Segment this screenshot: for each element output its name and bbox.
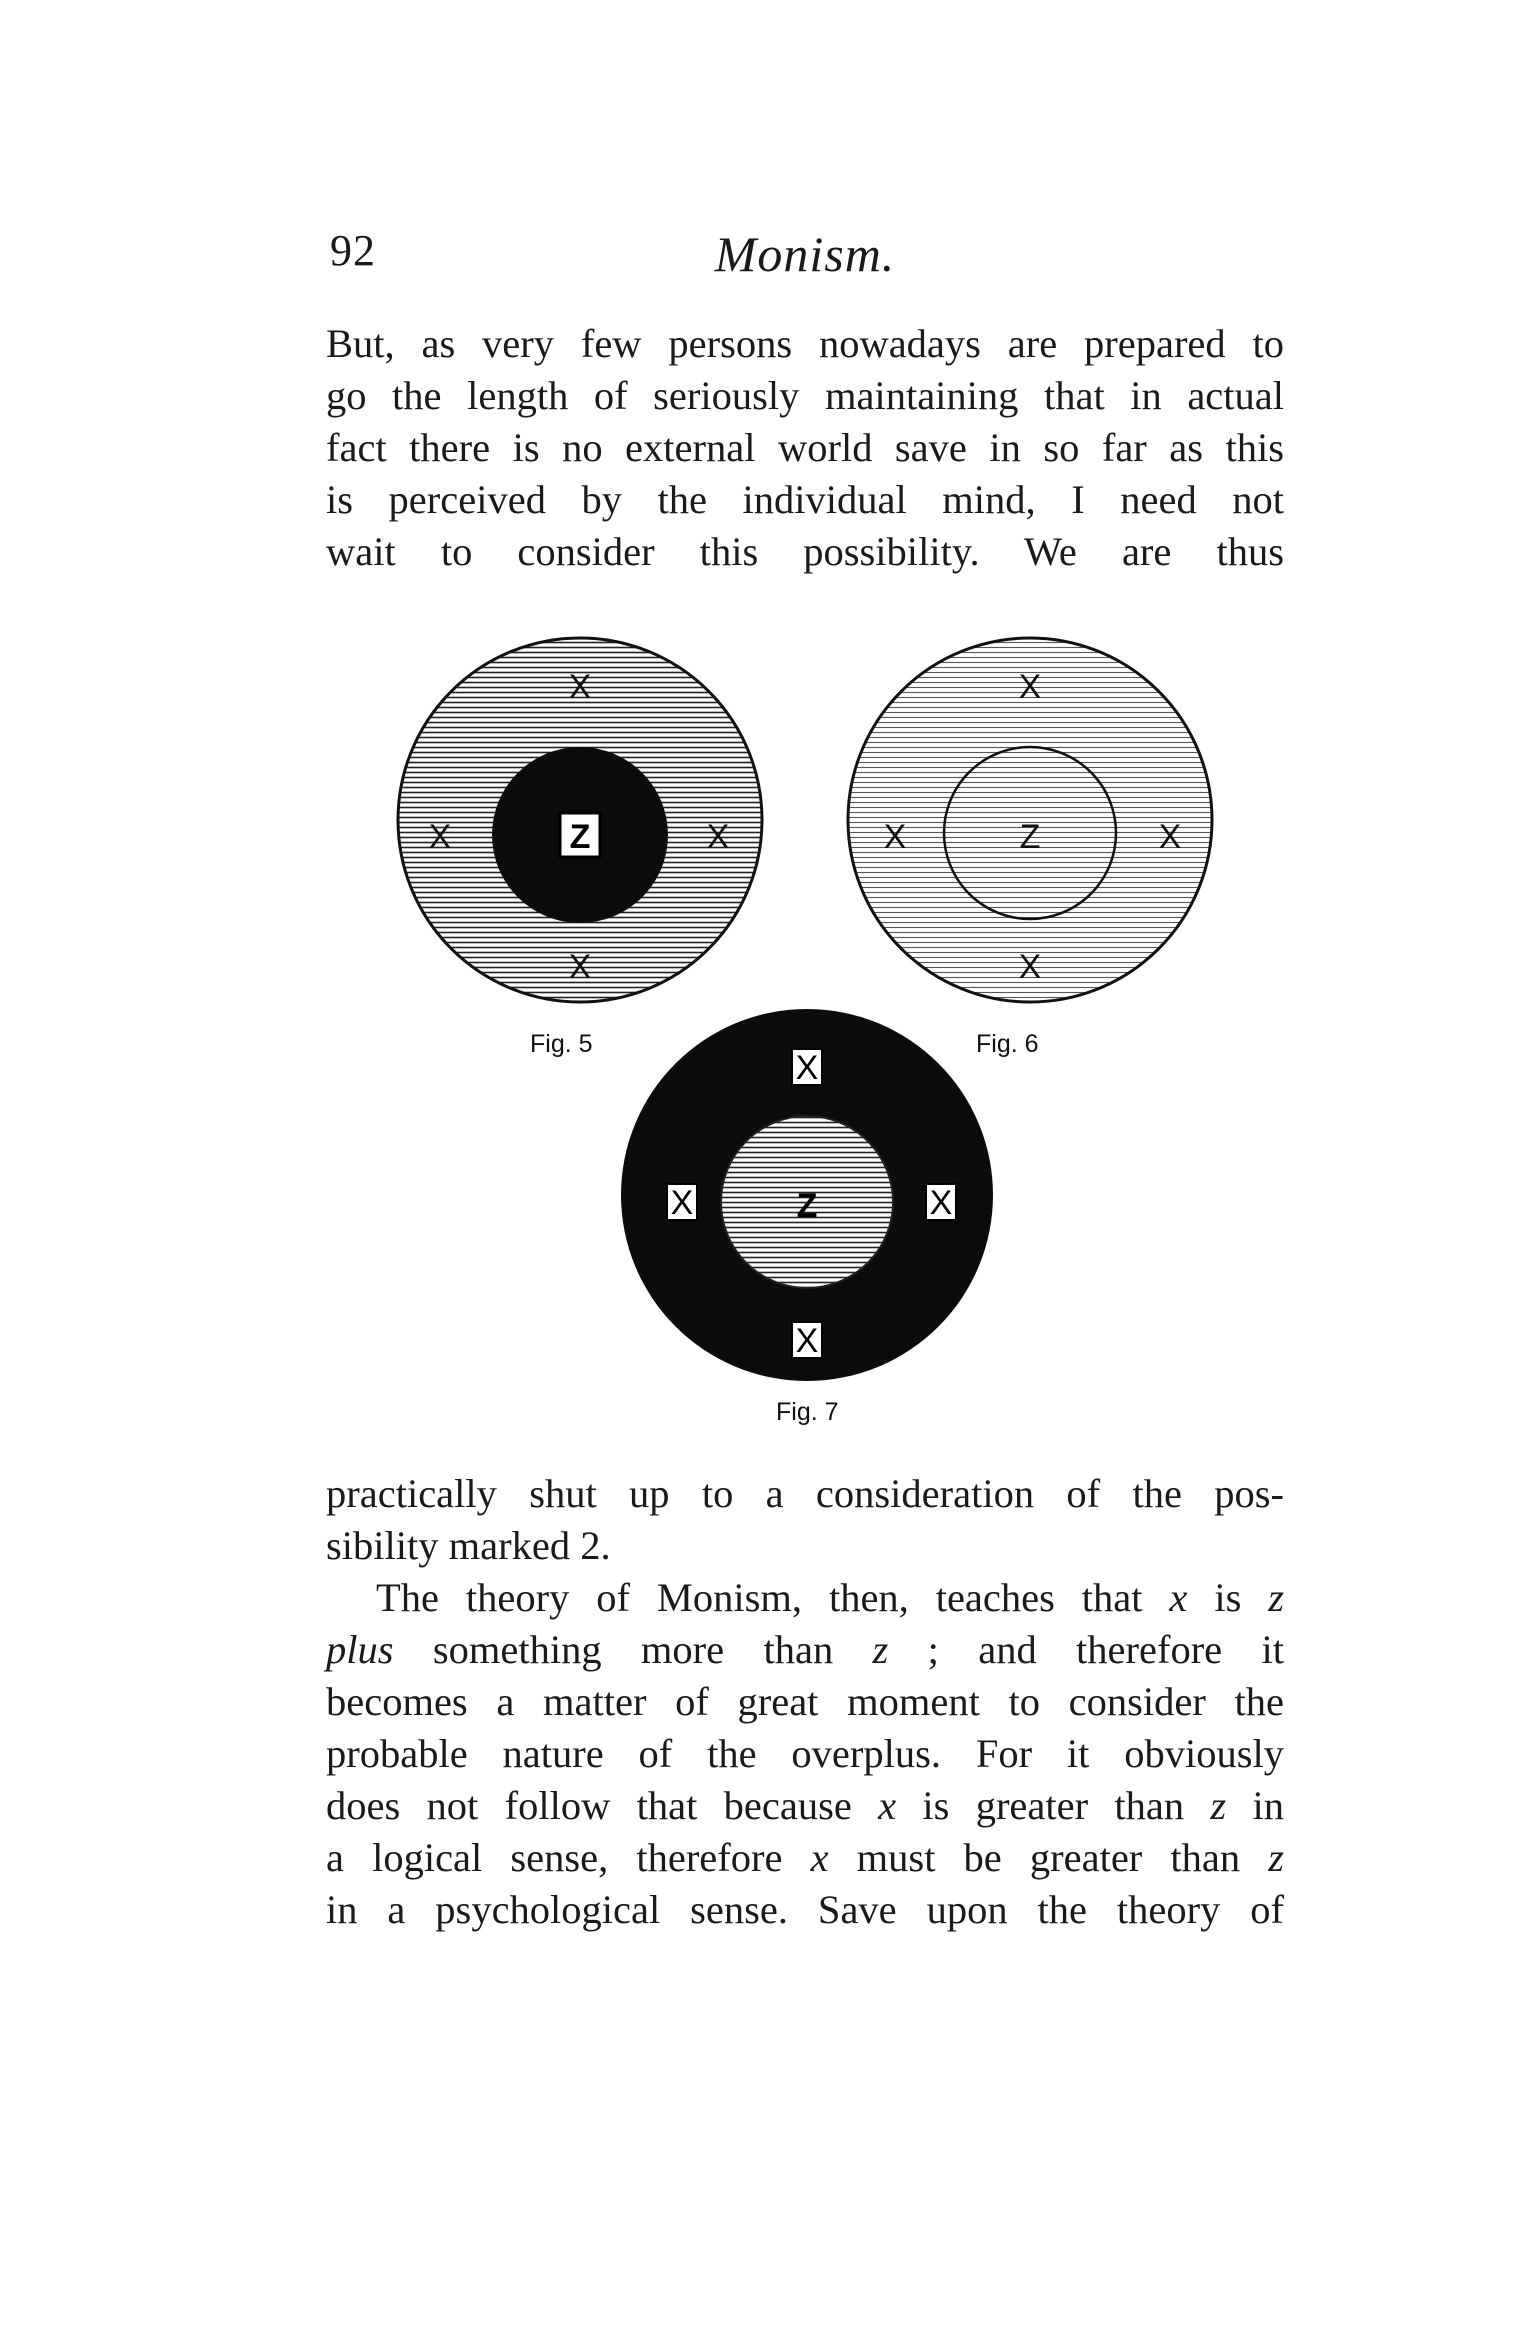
figures-svg xyxy=(370,635,1240,1435)
page-header xyxy=(330,225,1280,295)
fig6-outer-label-left: X xyxy=(883,818,907,856)
italic-term: x xyxy=(810,1835,829,1880)
paragraph-top xyxy=(326,318,1284,578)
fig7-outer-label-right: X xyxy=(929,1184,953,1222)
italic-term: x xyxy=(1169,1575,1188,1620)
text-line: fact there is no external world save in so far as this xyxy=(326,425,1284,470)
fig6-outer-label-right: X xyxy=(1158,818,1182,856)
text-line: plus something more than z ; and therefore it xyxy=(326,1627,1284,1672)
page-number: 92 xyxy=(330,226,376,275)
fig5-center-label: Z xyxy=(569,818,591,856)
italic-term: z xyxy=(1210,1783,1227,1828)
text-line: But, as very few persons nowadays are prepared to xyxy=(326,321,1284,366)
fig5-outer-label-top: X xyxy=(568,668,592,706)
fig6-center-label: Z xyxy=(1019,818,1041,856)
text-line: wait to consider this possibility. We are thus xyxy=(326,529,1284,574)
text-line: go the length of seriously maintaining that in actual xyxy=(326,373,1284,418)
text-line: does not follow that because x is greater than z in xyxy=(326,1783,1284,1828)
figure-5 xyxy=(398,638,762,1058)
italic-term: plus xyxy=(326,1627,394,1672)
figure-group xyxy=(370,635,1240,1435)
text-line: becomes a matter of great moment to consider the xyxy=(326,1679,1284,1724)
italic-term: x xyxy=(878,1783,897,1828)
text-line: in a psychological sense. Save upon the theory of xyxy=(326,1887,1284,1932)
figure-7 xyxy=(621,1009,993,1426)
text-line: The theory of Monism, then, teaches that x is z xyxy=(376,1575,1284,1620)
text-line: a logical sense, therefore x must be greater than z xyxy=(326,1835,1284,1880)
figure-6 xyxy=(848,638,1212,1058)
fig7-outer-label-bottom: X xyxy=(795,1322,819,1360)
text-line: probable nature of the overplus. For it obviously xyxy=(326,1731,1284,1776)
italic-term: z xyxy=(1268,1835,1284,1880)
paragraph-bottom xyxy=(326,1468,1284,1936)
italic-term: z xyxy=(1268,1575,1284,1620)
fig5-caption: Fig. 5 xyxy=(530,1030,593,1058)
fig6-outer-label-top: X xyxy=(1018,668,1042,706)
fig6-caption: Fig. 6 xyxy=(976,1030,1039,1058)
fig7-center-label: Z xyxy=(796,1187,818,1225)
fig7-outer-label-top: X xyxy=(795,1049,819,1087)
text-line: is perceived by the individual mind, I need not xyxy=(326,477,1284,522)
fig7-caption: Fig. 7 xyxy=(776,1398,839,1426)
fig5-outer-label-bottom: X xyxy=(568,948,592,986)
fig5-outer-label-left: X xyxy=(428,818,452,856)
fig5-outer-label-right: X xyxy=(706,818,730,856)
text-line: practically shut up to a consideration of the pos- xyxy=(326,1471,1284,1516)
fig6-outer-label-bottom: X xyxy=(1018,948,1042,986)
running-title: Monism. xyxy=(714,226,896,282)
italic-term: z xyxy=(872,1627,889,1672)
fig7-outer-label-left: X xyxy=(670,1184,694,1222)
text-line: sibility marked 2. xyxy=(326,1523,611,1568)
